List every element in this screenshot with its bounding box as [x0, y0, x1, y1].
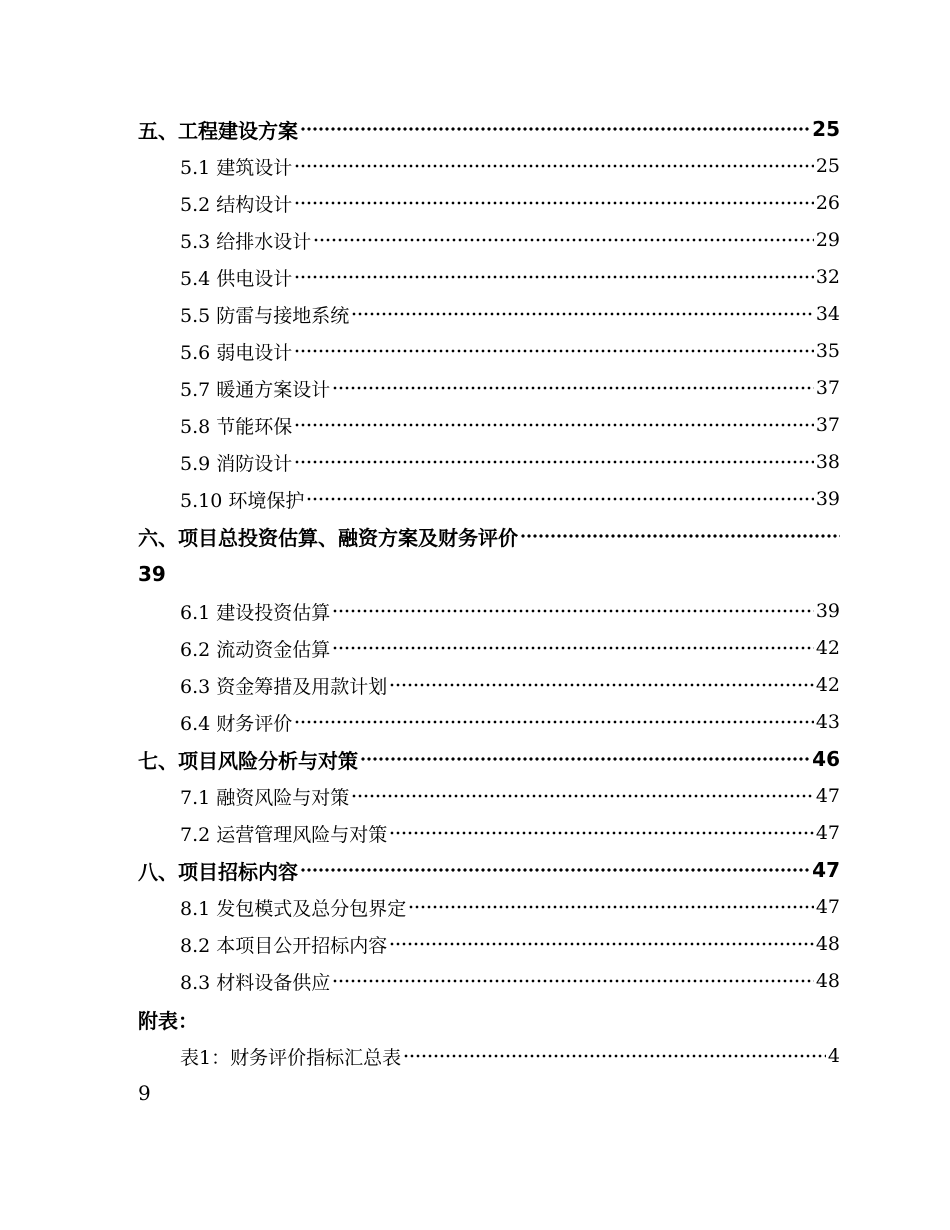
toc-page-number: 43 — [815, 711, 840, 733]
toc-leader — [306, 497, 813, 501]
toc-appendix-entry-1[interactable] — [0, 1043, 950, 1069]
toc-appendix-page-number-wrap: 9 — [138, 1081, 151, 1105]
toc-page-number: 29 — [815, 229, 840, 251]
toc-leader — [360, 757, 810, 761]
toc-leader — [294, 720, 814, 724]
toc-leader — [332, 646, 814, 650]
toc-page-number: 39 — [815, 600, 840, 622]
toc-entry-5-4[interactable] — [0, 264, 950, 290]
toc-entry-title: 8.2 本项目公开招标内容 — [180, 934, 388, 957]
toc-leader — [313, 238, 814, 242]
toc-page-number: 34 — [815, 303, 840, 325]
toc-leader — [351, 794, 814, 798]
toc-leader — [408, 905, 814, 909]
toc-chapter-6-page-number: 39 — [138, 562, 166, 586]
toc-entry-8-1[interactable] — [0, 894, 950, 920]
toc-page-number: 35 — [815, 340, 840, 362]
toc-entry-title: 表1：财务评价指标汇总表 — [180, 1046, 402, 1069]
toc-leader — [294, 349, 814, 353]
toc-entry-title: 7.2 运营管理风险与对策 — [180, 823, 388, 846]
toc-leader — [300, 127, 810, 131]
toc-page-number: 32 — [815, 266, 840, 288]
toc-leader — [403, 1054, 826, 1058]
toc-entry-title: 5.6 弱电设计 — [180, 341, 293, 364]
toc-entry-title: 5.3 给排水设计 — [180, 230, 312, 253]
toc-entry-title: 6.2 流动资金估算 — [180, 638, 331, 661]
toc-entry-5-10[interactable] — [0, 486, 950, 512]
toc-leader — [389, 683, 814, 687]
toc-entry-title: 8.1 发包模式及总分包界定 — [180, 897, 407, 920]
toc-entry-title: 5.1 建筑设计 — [180, 156, 293, 179]
toc-page-number: 48 — [815, 933, 840, 955]
toc-chapter-8[interactable] — [0, 857, 950, 883]
toc-page-number: 47 — [815, 822, 840, 844]
toc-entry-5-7[interactable] — [0, 375, 950, 401]
toc-page-number: 25 — [812, 117, 840, 141]
toc-page-number: 37 — [815, 377, 840, 399]
toc-entry-title: 5.9 消防设计 — [180, 452, 293, 475]
toc-leader — [332, 386, 814, 390]
toc-entry-title: 5.7 暖通方案设计 — [180, 378, 331, 401]
toc-leader — [294, 423, 814, 427]
toc-chapter-6[interactable] — [0, 523, 950, 549]
toc-appendix-label: 附表： — [138, 1008, 198, 1033]
toc-page-number: 4 — [827, 1045, 840, 1067]
toc-entry-6-1[interactable] — [0, 598, 950, 624]
toc-entry-7-1[interactable] — [0, 783, 950, 809]
toc-page-number: 46 — [812, 747, 840, 771]
toc-page-number: 26 — [815, 192, 840, 214]
toc-entry-title: 6.3 资金筹措及用款计划 — [180, 675, 388, 698]
toc-page-number: 37 — [815, 414, 840, 436]
toc-leader — [332, 979, 814, 983]
toc-entry-6-4[interactable] — [0, 709, 950, 735]
toc-chapter-title: 五、工程建设方案 — [138, 118, 298, 143]
toc-page-number: 47 — [812, 858, 840, 882]
toc-entry-title: 5.8 节能环保 — [180, 415, 293, 438]
toc-entry-title: 6.1 建设投资估算 — [180, 601, 331, 624]
toc-chapter-title: 八、项目招标内容 — [138, 859, 298, 884]
toc-entry-5-3[interactable] — [0, 227, 950, 253]
toc-entry-5-2[interactable] — [0, 190, 950, 216]
toc-page-number: 47 — [815, 785, 840, 807]
toc-leader — [294, 275, 814, 279]
toc-page-number: 48 — [815, 970, 840, 992]
toc-leader — [294, 164, 814, 168]
toc-leader — [294, 201, 814, 205]
toc-page-number: 25 — [815, 155, 840, 177]
toc-leader — [389, 942, 814, 946]
toc-entry-title: 7.1 融资风险与对策 — [180, 786, 350, 809]
toc-page-number: 38 — [815, 451, 840, 473]
toc-page-number: 42 — [815, 637, 840, 659]
toc-entry-6-3[interactable] — [0, 672, 950, 698]
toc-chapter-title: 七、项目风险分析与对策 — [138, 748, 358, 773]
toc-entry-title: 5.4 供电设计 — [180, 267, 293, 290]
toc-entry-6-2[interactable] — [0, 635, 950, 661]
toc-page-number: 42 — [815, 674, 840, 696]
toc-entry-title: 6.4 财务评价 — [180, 712, 293, 735]
toc-leader — [332, 609, 814, 613]
toc-page-number: 39 — [815, 488, 840, 510]
toc-entry-5-5[interactable] — [0, 301, 950, 327]
toc-chapter-title: 六、项目总投资估算、融资方案及财务评价 — [138, 525, 518, 550]
toc-leader — [300, 868, 810, 872]
toc-entry-5-1[interactable] — [0, 153, 950, 179]
toc-page-number: 47 — [815, 896, 840, 918]
toc-entry-title: 8.3 材料设备供应 — [180, 971, 331, 994]
toc-entry-5-9[interactable] — [0, 449, 950, 475]
toc-entry-title: 5.2 结构设计 — [180, 193, 293, 216]
toc-leader — [351, 312, 814, 316]
toc-leader — [520, 534, 840, 538]
toc-entry-title: 5.10 环境保护 — [180, 489, 305, 512]
toc-entry-8-2[interactable] — [0, 931, 950, 957]
toc-entry-5-6[interactable] — [0, 338, 950, 364]
toc-leader — [389, 831, 814, 835]
toc-entry-5-8[interactable] — [0, 412, 950, 438]
toc-chapter-7[interactable] — [0, 746, 950, 772]
toc-entry-title: 5.5 防雷与接地系统 — [180, 304, 350, 327]
toc-chapter-5[interactable] — [0, 116, 950, 142]
toc-leader — [294, 460, 814, 464]
toc-entry-7-2[interactable] — [0, 820, 950, 846]
toc-entry-8-3[interactable] — [0, 968, 950, 994]
